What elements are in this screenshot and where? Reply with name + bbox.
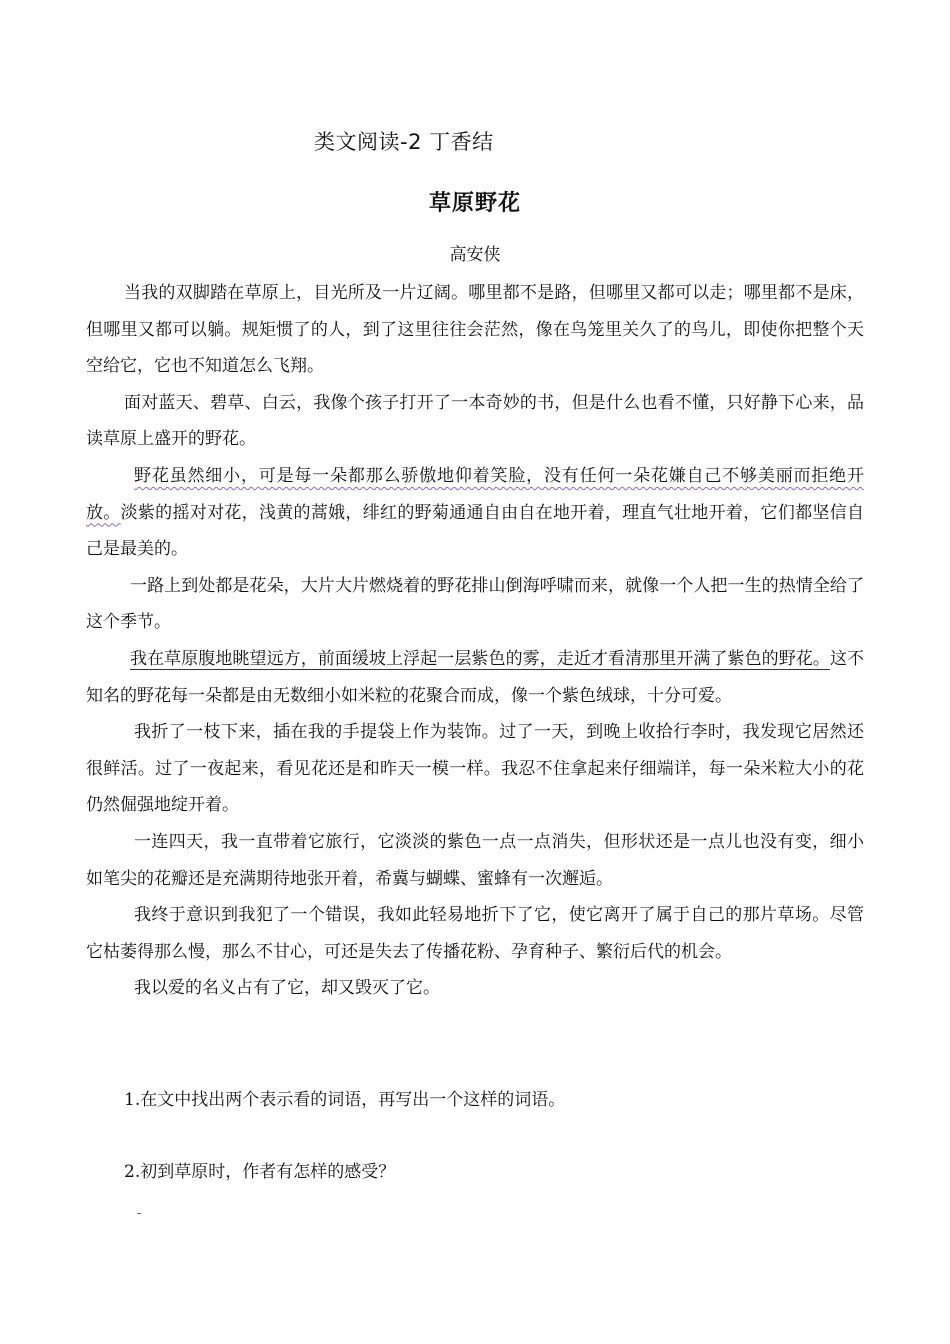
article-body	[86, 275, 864, 1007]
question-1-text: 在文中找出两个表示看的词语，再写出一个这样的词语。	[140, 1090, 566, 1110]
wavy-underlined-sentence: 野花虽然细小，可是每一朵都那么骄傲地仰着笑脸，没有任何一朵花嫌自己不够美丽而拒绝开放。	[86, 465, 864, 523]
question-2-number: 2.	[124, 1162, 141, 1182]
paragraph-9: 我以爱的名义占有了它，却又毁灭了它。	[134, 978, 440, 999]
question-1-number: 1.	[124, 1090, 141, 1110]
article-author: 高安侠	[449, 245, 501, 265]
paragraph-5-rest: 这不知名的野花每一朵都是由无数细小如米粒的花聚合而成，像一个紫色绒球，十分可爱。	[86, 648, 865, 706]
paragraph-7: 一连四天，我一直带着它旅行，它淡淡的紫色一点一点消失，但形状还是一点儿也没有变，细小如笔尖的花瓣还是充满期待地张开着，希冀与蝴蝶、蜜蜂有一次邂逅。	[86, 831, 864, 889]
article-title: 草原野花	[428, 191, 521, 216]
question-1	[124, 1085, 565, 1110]
underlined-sentence: 我在草原腹地眺望远方，前面缓坡上浮起一层紫色的雾，走近才看清那里开满了紫色的野花。	[130, 648, 830, 669]
answer-line-mark: -	[137, 1206, 142, 1221]
paragraph-5	[86, 641, 864, 714]
question-2-text: 初到草原时，作者有怎样的感受？	[140, 1162, 396, 1182]
worksheet-title: 类文阅读-2 丁香结	[314, 130, 494, 154]
paragraph-8: 我终于意识到我犯了一个错误，我如此轻易地折下了它，使它离开了属于自己的那片草场。尽管它枯萎得那么慢，那么不甘心，可还是失去了传播花粉、孕育种子、繁衍后代的机会。	[86, 905, 864, 962]
paragraph-4: 一路上到处都是花朵，大片大片燃烧着的野花排山倒海呼啸而来，就像一个人把一生的热情全给了这个季节。	[86, 575, 864, 633]
paragraph-1: 当我的双脚踏在草原上，目光所及一片辽阔。哪里都不是路，但哪里又都可以走；哪里都不是床，但哪里又都可以躺。规矩惯了的人，到了这里往往会茫然，像在鸟笼里关久了的鸟儿，即使你把整个天空给它，它也不知道怎么飞翔。	[86, 283, 864, 377]
paragraph-3	[86, 458, 864, 568]
paragraph-3-rest: 淡紫的摇对对花，浅黄的蒿娥，绯红的野菊通通自由自在地开着，理直气壮地开着，它们都坚信自己是最美的。	[86, 502, 865, 560]
paragraph-2: 面对蓝天、碧草、白云，我像个孩子打开了一本奇妙的书，但是什么也看不懂，只好静下心来，品读草原上盛开的野花。	[86, 392, 864, 450]
paragraph-6: 我折了一枝下来，插在我的手提袋上作为装饰。过了一天，到晚上收拾行李时，我发现它居然还很鲜活。过了一夜起来，看见花还是和昨天一模一样。我忍不住拿起来仔细端详，每一朵米粒大小的花仍然倔强地绽开着。	[86, 722, 864, 816]
question-2	[124, 1157, 395, 1182]
